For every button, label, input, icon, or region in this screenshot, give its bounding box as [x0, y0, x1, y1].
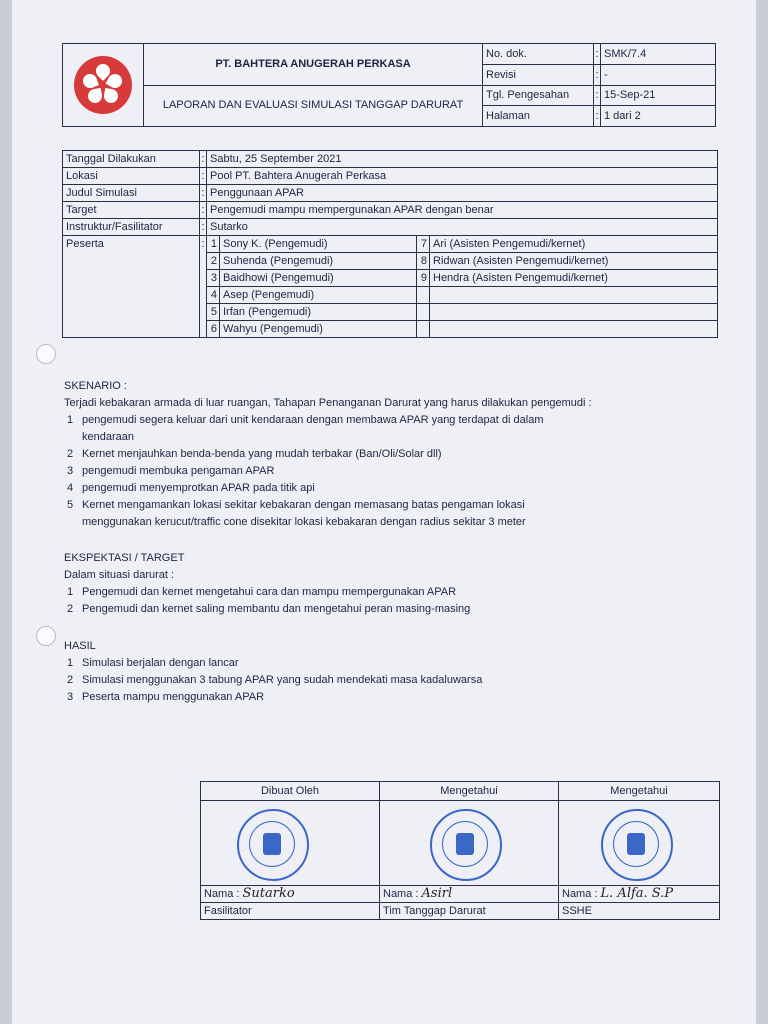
- ekspektasi-intro: Dalam situasi darurat :: [64, 569, 175, 581]
- binder-hole-top: [36, 344, 56, 364]
- participant-name: [430, 321, 718, 338]
- signature-head: Mengetahui: [559, 782, 720, 801]
- list-item: 1 pengemudi segera keluar dari unit kendaraan dengan membawa APAR yang terdapat di dalam kendaraan: [67, 414, 544, 443]
- skenario-intro: Terjadi kebakaran armada di luar ruangan, Tahapan Penanganan Darurat yang harus dilakukan pengemudi :: [64, 397, 592, 409]
- signer-name: Nama : Asirl: [380, 886, 559, 903]
- participant-name: Asep (Pengemudi): [220, 287, 417, 304]
- signature-head: Dibuat Oleh: [201, 782, 380, 801]
- participant-name: Irfan (Pengemudi): [220, 304, 417, 321]
- meta-value: 15-Sep-21: [601, 85, 716, 106]
- skenario-title: SKENARIO :: [64, 380, 127, 392]
- instruktur-value: Sutarko: [207, 219, 718, 236]
- signature-area: [380, 801, 559, 886]
- signature-area: [559, 801, 720, 886]
- list-item: 2 Simulasi menggunakan 3 tabung APAR yang sudah mendekati masa kadaluwarsa: [67, 674, 483, 686]
- list-item: 4 pengemudi menyemprotkan APAR pada titik api: [67, 482, 315, 494]
- meta-value: SMK/7.4: [601, 44, 716, 65]
- list-item: 3 Peserta mampu menggunakan APAR: [67, 691, 265, 703]
- list-item: 1 Pengemudi dan kernet mengetahui cara dan mampu mempergunakan APAR: [67, 586, 457, 598]
- hasil-title: HASIL: [64, 640, 96, 652]
- signature-area: [201, 801, 380, 886]
- signature-head: Mengetahui: [380, 782, 559, 801]
- ekspektasi-section: [64, 550, 470, 618]
- participant-name: Hendra (Asisten Pengemudi/kernet): [430, 270, 718, 287]
- participant-name: Suhenda (Pengemudi): [220, 253, 417, 270]
- meta-label: Tgl. Pengesahan: [483, 85, 594, 106]
- tanggal-value: Sabtu, 25 September 2021: [207, 151, 718, 168]
- company-logo-icon: [74, 56, 132, 114]
- participant-name: [430, 287, 718, 304]
- list-item: 3 pengemudi membuka pengaman APAR: [67, 465, 275, 477]
- list-item: 1 Simulasi berjalan dengan lancar: [67, 657, 239, 669]
- signer-role: Fasilitator: [201, 903, 380, 920]
- meta-label: No. dok.: [483, 44, 594, 65]
- list-item: 2 Kernet menjauhkan benda-benda yang mudah terbakar (Ban/Oli/Solar dll): [67, 448, 442, 460]
- signer-name: Nama : Sutarko: [201, 886, 380, 903]
- participant-name: Ridwan (Asisten Pengemudi/kernet): [430, 253, 718, 270]
- skenario-section: [64, 378, 592, 531]
- document-header: PT. BAHTERA ANUGERAH PERKASA No. dok. : SMK/7.4 Revisi : - LAPORAN DAN EVALUASI SIMULASI TANGGAP DARURAT Tgl. Pengesahan : 15-Sep-21 Halaman : 1 dari 2: [62, 43, 716, 127]
- participant-name: Ari (Asisten Pengemudi/kernet): [430, 236, 718, 253]
- simulation-info-table: Tanggal Dilakukan : Sabtu, 25 September 2021 Lokasi : Pool PT. Bahtera Anugerah Perkasa Judul Simulasi : Penggunaan APAR Target : Pengemudi mampu mempergunakan APAR dengan benar Instruktur/Fasilitator : Sutarko Peserta : 1 Sony K. (Pengemudi) 7 Ari (Asisten Pengemudi/kernet) 2 Suhenda (Pengemudi) 8 Ridwan (Asisten Pengemudi/kernet) 3 Baidhowi (Pengemudi) 9 Hendra (Asisten Pengemudi/kernet) 4 Asep (Pengemudi) 5 Irfan (Pengemudi) 6 Wahyu (Pengemudi): [62, 150, 718, 338]
- signer-role: Tim Tanggap Darurat: [380, 903, 559, 920]
- company-stamp-icon: [430, 809, 502, 881]
- company-stamp-icon: [601, 809, 673, 881]
- signature-table: [200, 781, 720, 920]
- company-stamp-icon: [237, 809, 309, 881]
- meta-value: -: [601, 64, 716, 85]
- participant-name: [430, 304, 718, 321]
- meta-value: 1 dari 2: [601, 106, 716, 127]
- signer-name: Nama : L. Alfa. S.P: [559, 886, 720, 903]
- signer-role: SSHE: [559, 903, 720, 920]
- participant-name: Baidhowi (Pengemudi): [220, 270, 417, 287]
- logo-cell: [63, 44, 144, 127]
- list-item: 2 Pengemudi dan kernet saling membantu dan mengetahui peran masing-masing: [67, 603, 471, 615]
- company-name: PT. BAHTERA ANUGERAH PERKASA: [144, 44, 483, 86]
- binder-hole-bottom: [36, 626, 56, 646]
- participant-name: Wahyu (Pengemudi): [220, 321, 417, 338]
- list-item: 5 Kernet mengamankan lokasi sekitar kebakaran dengan memasang batas pengaman lokasi menggunakan kerucut/traffic cone disekitar lokasi kebakaran dengan radius sekitar 3 meter: [67, 499, 526, 528]
- target-value: Pengemudi mampu mempergunakan APAR dengan benar: [207, 202, 718, 219]
- meta-label: Revisi: [483, 64, 594, 85]
- meta-label: Halaman: [483, 106, 594, 127]
- lokasi-value: Pool PT. Bahtera Anugerah Perkasa: [207, 168, 718, 185]
- ekspektasi-title: EKSPEKTASI / TARGET: [64, 552, 185, 564]
- judul-value: Penggunaan APAR: [207, 185, 718, 202]
- report-title: LAPORAN DAN EVALUASI SIMULASI TANGGAP DARURAT: [144, 85, 483, 127]
- hasil-section: [64, 638, 482, 706]
- participant-name: Sony K. (Pengemudi): [220, 236, 417, 253]
